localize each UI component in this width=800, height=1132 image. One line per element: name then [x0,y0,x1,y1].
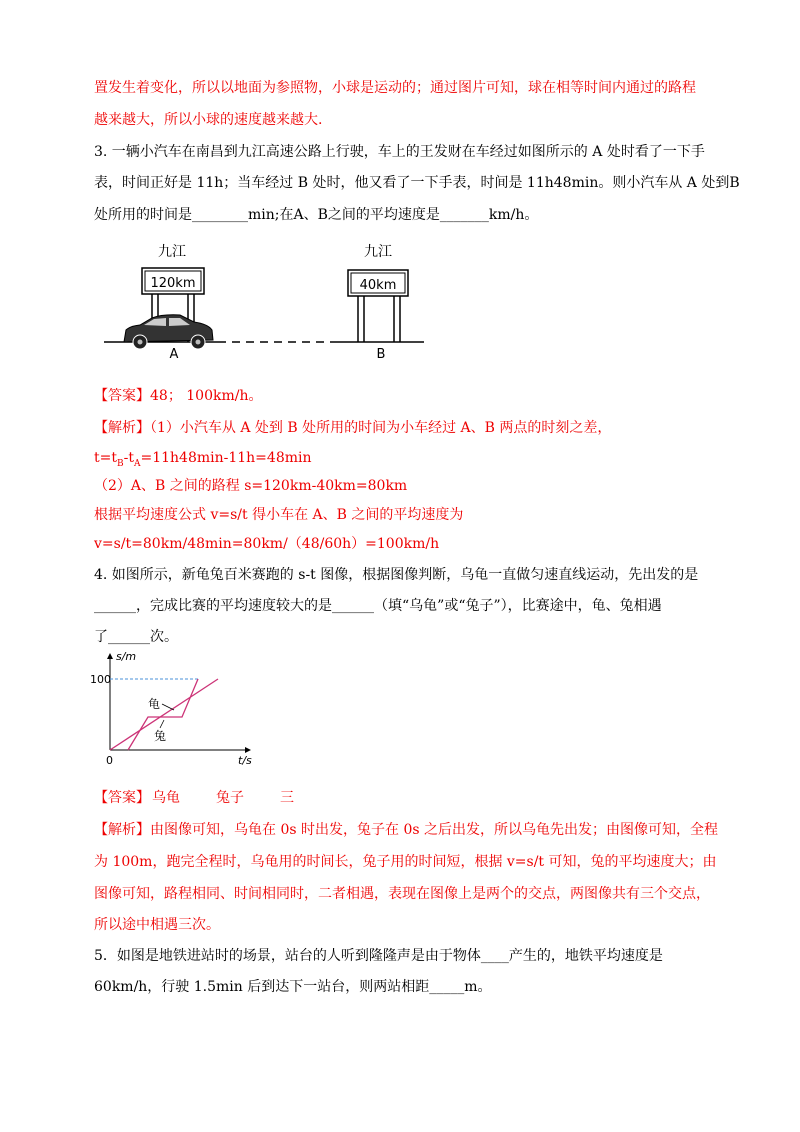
q4-st-graph [90,646,260,770]
q3-answer: 【答案】48； 100km/h。 [94,388,263,404]
q4-answer [94,788,294,808]
q3-analysis-line-4: v=s/t=80km/48min=80km/（48/60h）=100km/h [94,536,440,552]
q4-line2-part-a: ，完成比赛的平均速度较大的是 [136,598,332,614]
q5-line2-part-a: 60km/h，行驶 1.5min 后到达下一站台，则两站相距 [94,979,430,995]
q4-blank-meetings: ______ [108,629,150,645]
q5-line1-part-b: 产生的，地铁平均速度是 [508,948,663,964]
q5-line1-part-a: 5．如图是地铁进站时的场景，站台的人听到隆隆声是由于物体 [94,948,481,964]
analysis-continuation-line-2: 越来越大，所以小球的速度越来越大. [94,112,323,128]
y-axis-label: s/m [116,650,137,663]
x-axis-label: t/s [238,754,252,767]
sign-a-city: 九江 [158,244,186,260]
q3-analysis-line-2: （2）A、B 之间的路程 s=120km-40km=80km [94,478,408,494]
q4-line3-part-b: 次。 [150,629,178,645]
q4-line2-part-b: （填“乌龟”或“兔子”），比赛途中，龟、兔相遇 [374,598,662,614]
q3-line3-part-a: 处所用的时间是 [94,207,192,223]
q5-line2-part-b: m。 [464,979,492,995]
q4-answer-2: 兔子 [216,790,244,806]
q4-blank-faster: ______ [332,598,374,614]
q4-answer-1: 乌龟 [152,790,180,806]
y-tick-100: 100 [90,673,111,686]
sign-b-distance: 40km [359,278,397,293]
q5-text-line-1 [94,946,663,966]
q3-analysis-line-3: 根据平均速度公式 v=s/t 得小车在 A、B 之间的平均速度为 [94,507,464,523]
q5-blank-distance: _____ [429,979,465,995]
q4-answer-tag: 【答案】 [94,790,150,806]
car-icon [124,315,213,349]
q5-text-line-2 [94,977,492,997]
q3-blank-speed: _______ [439,207,489,223]
formula-sub-a: A [133,458,141,469]
q4-analysis-line-2: 为 100m，跑完全程时，乌龟用的时间长，兔子用的时间短，根据 v=s/t 可知，兔的平均速度大；由 [94,854,717,870]
q4-text-line-1: 4. 如图所示，新龟兔百米赛跑的 s-t 图像，根据图像判断，乌龟一直做匀速直线运动，先出发的是 [94,567,699,583]
label-a: A [169,347,179,362]
q3-text-line-3 [94,205,538,225]
q3-analysis-formula-time [94,448,312,474]
sign-a-distance: 120km [150,276,196,291]
q3-road-figure [100,238,430,368]
q3-line3-part-b: min;在A、B之间的平均速度是 [248,207,440,223]
q4-analysis-line-1: 【解析】由图像可知，乌龟在 0s 时出发，兔子在 0s 之后出发，所以乌龟先出发；由图像可知，全程 [94,822,718,838]
q3-analysis-line-1: 【解析】（1）小汽车从 A 处到 B 处所用的时间为小车经过 A、B 两点的时刻之差， [94,420,612,436]
q4-blank-first: ______ [94,598,136,614]
q4-text-line-3 [94,627,178,647]
q4-line3-part-a: 了 [94,629,108,645]
origin-label: 0 [106,754,113,767]
formula-t-rest: =11h48min-11h=48min [140,450,312,466]
q3-text-line-1: 3. 一辆小汽车在南昌到九江高速公路上行驶，车上的王发财在车经过如图所示的 A 处时看了一下手 [94,144,705,160]
formula-t-prefix: t=t [94,450,117,466]
analysis-continuation-line-1: 置发生着变化，所以以地面为参照物，小球是运动的；通过图片可知，球在相等时间内通过的路程 [94,80,696,96]
q3-text-line-2: 表，时间正好是 11h；当车经过 B 处时，他又看了一下手表，时间是 11h48min。则小汽车从 A 处到B [94,175,740,191]
tortoise-label: 龟 [148,697,161,711]
label-b: B [376,347,386,362]
q3-line3-part-c: km/h。 [488,207,539,223]
q4-analysis-line-3: 图像可知，路程相同、时间相同时，二者相遇，表现在图像上是两个的交点，两图像共有三个交点， [94,886,710,902]
formula-t-mid: -t [123,450,134,466]
rabbit-label: 兔 [154,729,167,743]
q4-analysis-line-4: 所以途中相遇三次。 [94,917,220,933]
q4-text-line-2 [94,596,662,616]
q3-blank-time: ________ [192,207,248,223]
formula-sub-b: B [116,458,124,469]
sign-b-city: 九江 [364,244,392,260]
q4-answer-3: 三 [280,790,294,806]
q5-blank-source: ____ [480,948,509,964]
